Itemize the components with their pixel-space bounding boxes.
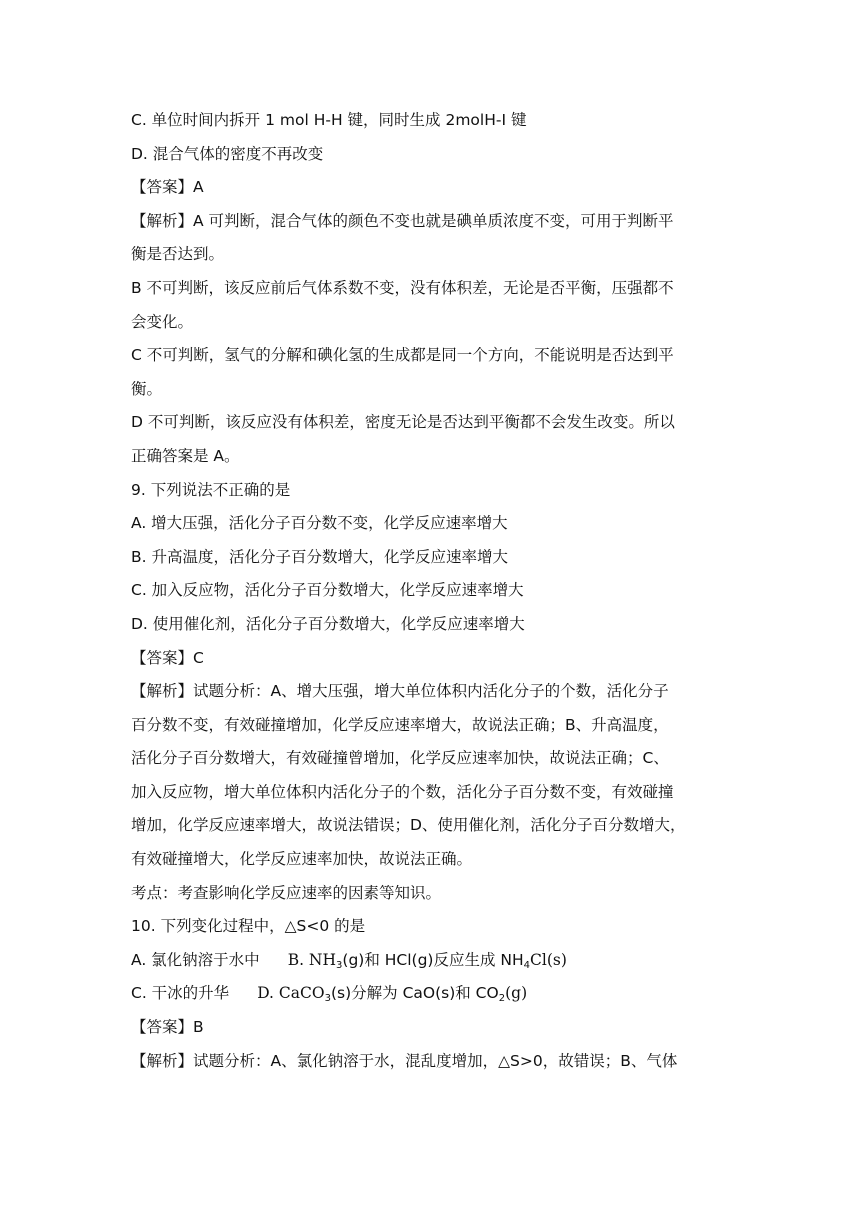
q9-option-c: C. 加入反应物，活化分子百分数增大，化学反应速率增大	[131, 581, 524, 600]
q10-option-b: B. $NH_3(g)$和 HCl(g)反应生成 $NH_4Cl(s)$	[287, 950, 567, 971]
q8-analysis-line: 衡。	[131, 379, 163, 398]
q9-analysis-line: 有效碰撞增大，化学反应速率加快，故说法正确。	[131, 850, 473, 869]
q9-option-d: D. 使用催化剂，活化分子百分数增大，化学反应速率增大	[131, 614, 525, 633]
q10-option-c: C. 干冰的升华	[131, 984, 230, 1003]
q8-analysis-line: B 不可判断，该反应前后气体系数不变，没有体积差，无论是否平衡，压强都不	[131, 278, 674, 297]
q9-analysis-line: 加入反应物，增大单位体积内活化分子的个数，活化分子百分数不变，有效碰撞	[131, 782, 674, 801]
q8-option-c: C. 单位时间内拆开 1 mol H-H 键，同时生成 2molH-I 键	[131, 111, 527, 129]
q8-analysis-line: 【解析】A 可判断，混合气体的颜色不变也就是碘单质浓度不变，可用于判断平	[131, 211, 674, 230]
q8-answer: 【答案】A	[131, 178, 204, 197]
q9-kaodian: 考点：考查影响化学反应速率的因素等知识。	[131, 883, 442, 902]
q9-answer: 【答案】C	[131, 648, 204, 667]
q9-stem: 9. 下列说法不正确的是	[131, 480, 291, 499]
q9-analysis-line: 增加，化学反应速率增大，故说法错误；D、使用催化剂，活化分子百分数增大，	[131, 816, 686, 835]
q8-analysis-line: D 不可判断，该反应没有体积差，密度无论是否达到平衡都不会发生改变。所以	[131, 413, 675, 432]
q10-analysis-line: 【解析】试题分析：A、氯化钠溶于水，混乱度增加，△S>0，故错误；B、气体	[131, 1051, 678, 1070]
q10-option-d: D. CaCO$_3$(s)分解为 CaO(s)和 $CO_2(g)$	[257, 984, 528, 1005]
q9-option-a: A. 增大压强，活化分子百分数不变，化学反应速率增大	[131, 514, 508, 533]
q8-option-d: D. 混合气体的密度不再改变	[131, 144, 324, 163]
q10-options-row-2	[131, 977, 741, 1011]
q8-analysis-line: C 不可判断，氢气的分解和碘化氢的生成都是同一个方向，不能说明是否达到平	[131, 346, 674, 365]
q10-stem: 10. 下列变化过程中，△S<0 的是	[131, 917, 366, 936]
q10-option-a: A. 氯化钠溶于水中	[131, 950, 260, 969]
q8-analysis-line: 衡是否达到。	[131, 245, 225, 264]
q9-analysis-line: 活化分子百分数增大，有效碰撞曾增加，化学反应速率加快，故说法正确；C、	[131, 749, 669, 768]
q9-analysis-line: 百分数不变，有效碰撞增加，化学反应速率增大，故说法正确；B、升高温度，	[131, 715, 669, 734]
q10-answer: 【答案】B	[131, 1018, 204, 1037]
q9-option-b: B. 升高温度，活化分子百分数增大，化学反应速率增大	[131, 547, 508, 566]
q9-analysis-line: 【解析】试题分析：A、增大压强，增大单位体积内活化分子的个数，活化分子	[131, 682, 669, 701]
document-body	[131, 104, 741, 1078]
q8-analysis-line: 正确答案是 A。	[131, 446, 240, 465]
q10-options-row-1	[131, 944, 741, 978]
q8-analysis-line: 会变化。	[131, 312, 194, 331]
